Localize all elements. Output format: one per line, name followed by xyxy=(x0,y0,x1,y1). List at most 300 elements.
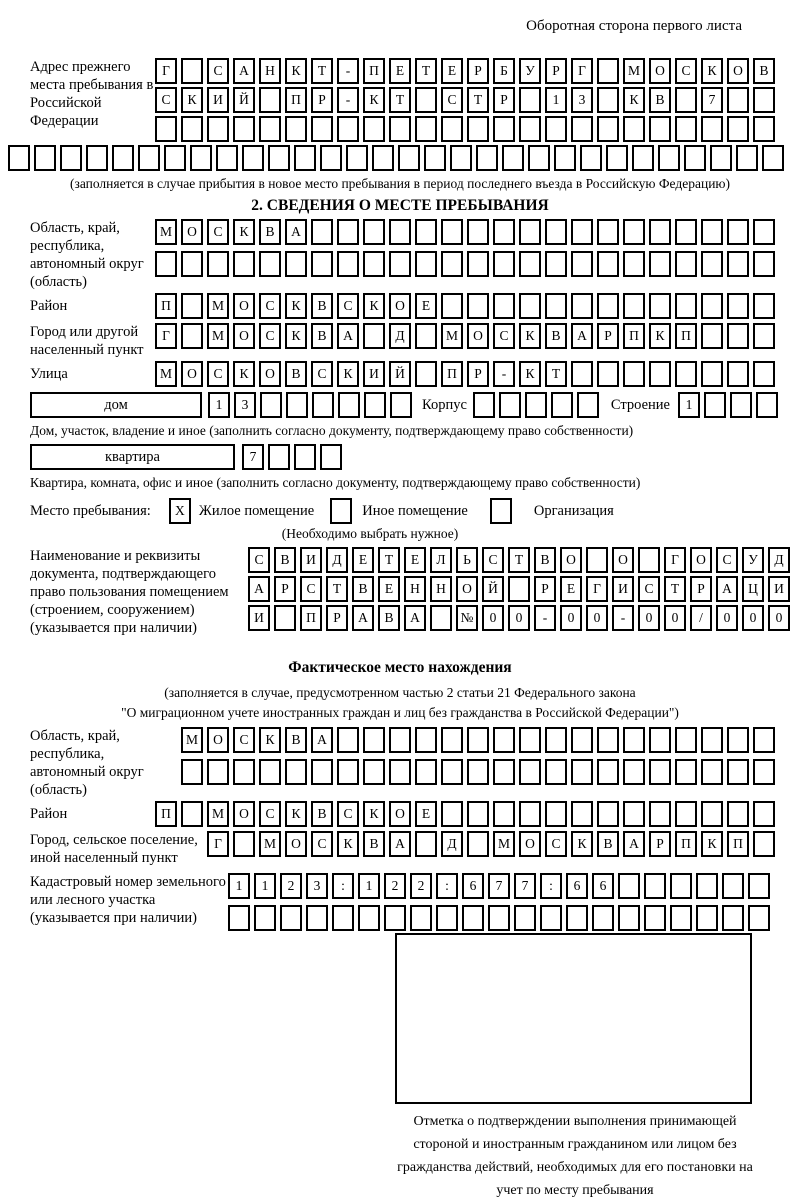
char-box: П xyxy=(300,605,322,631)
prev-address-label: Адрес прежнего места пребывания в Российской Федерации xyxy=(30,59,154,129)
char-box xyxy=(597,759,619,785)
char-box: Н xyxy=(430,576,452,602)
char-box xyxy=(415,116,437,142)
char-box xyxy=(762,145,784,171)
char-box xyxy=(60,145,82,171)
char-box xyxy=(441,759,463,785)
char-box xyxy=(389,116,411,142)
char-box xyxy=(519,116,541,142)
char-box xyxy=(727,87,749,113)
char-box xyxy=(493,251,515,277)
char-box: А xyxy=(248,576,270,602)
char-box: О xyxy=(649,58,671,84)
char-box: Т xyxy=(326,576,348,602)
char-box: О xyxy=(285,831,307,857)
char-box: 2 xyxy=(410,873,432,899)
stay-type-note: (Необходимо выбрать нужное) xyxy=(281,526,459,541)
char-box xyxy=(181,251,203,277)
char-box xyxy=(86,145,108,171)
char-box xyxy=(545,251,567,277)
char-box xyxy=(649,116,671,142)
char-box xyxy=(337,219,359,245)
char-box: С xyxy=(207,361,229,387)
char-box xyxy=(519,293,541,319)
char-box: Б xyxy=(493,58,515,84)
char-box: В xyxy=(597,831,619,857)
char-box: Р xyxy=(534,576,556,602)
char-box xyxy=(286,392,308,418)
stay-type-label: Место пребывания: xyxy=(30,503,151,519)
char-box xyxy=(389,251,411,277)
char-box xyxy=(675,116,697,142)
char-box: А xyxy=(404,605,426,631)
char-box xyxy=(753,116,775,142)
actual-location-caption-2: "О миграционном учете иностранных граждан и лиц без гражданства в Российской Федерации") xyxy=(121,705,679,720)
char-box: К xyxy=(519,323,541,349)
char-box xyxy=(462,905,484,931)
char-box xyxy=(332,905,354,931)
char-box: М xyxy=(207,323,229,349)
char-box: П xyxy=(155,293,177,319)
char-box: Е xyxy=(378,576,400,602)
char-box xyxy=(493,759,515,785)
char-box xyxy=(415,323,437,349)
char-box: М xyxy=(441,323,463,349)
char-box xyxy=(727,293,749,319)
char-box: Г xyxy=(155,323,177,349)
char-box xyxy=(233,831,255,857)
char-box xyxy=(727,801,749,827)
char-box xyxy=(260,392,282,418)
char-box: Р xyxy=(690,576,712,602)
apartment-box-label: квартира xyxy=(30,444,235,470)
char-box xyxy=(441,116,463,142)
char-box xyxy=(736,145,758,171)
char-box xyxy=(727,251,749,277)
char-box: К xyxy=(233,361,255,387)
char-box: О xyxy=(233,801,255,827)
char-box: С xyxy=(155,87,177,113)
actual-city-block xyxy=(30,831,790,867)
char-box xyxy=(519,801,541,827)
char-box xyxy=(294,145,316,171)
char-box: А xyxy=(623,831,645,857)
char-box xyxy=(389,727,411,753)
char-box xyxy=(722,873,744,899)
char-box xyxy=(701,361,723,387)
char-box: 1 xyxy=(254,873,276,899)
house-caption: Дом, участок, владение и иное (заполнить согласно документу, подтверждающему право собственности) xyxy=(30,423,634,438)
char-row xyxy=(228,873,770,899)
char-box: А xyxy=(311,727,333,753)
city-label: Город или другой населенный пункт xyxy=(30,324,144,358)
char-box: Р xyxy=(274,576,296,602)
char-box: М xyxy=(155,219,177,245)
char-box xyxy=(320,444,342,470)
char-box xyxy=(181,293,203,319)
char-box: 1 xyxy=(208,392,230,418)
char-box xyxy=(285,251,307,277)
char-box: Н xyxy=(259,58,281,84)
char-box xyxy=(436,905,458,931)
char-box: П xyxy=(623,323,645,349)
char-box xyxy=(320,145,342,171)
char-box: 3 xyxy=(571,87,593,113)
char-box: К xyxy=(363,801,385,827)
char-row xyxy=(155,251,775,277)
char-box xyxy=(701,323,723,349)
char-box: С xyxy=(482,547,504,573)
char-box xyxy=(450,145,472,171)
char-box xyxy=(727,116,749,142)
char-row xyxy=(181,727,775,753)
char-row xyxy=(155,801,775,827)
char-box: С xyxy=(248,547,270,573)
char-box xyxy=(701,727,723,753)
char-box xyxy=(190,145,212,171)
char-box xyxy=(233,759,255,785)
char-box xyxy=(441,251,463,277)
char-box: С xyxy=(207,58,229,84)
char-box xyxy=(415,251,437,277)
char-box: К xyxy=(649,323,671,349)
char-box xyxy=(112,145,134,171)
char-box: И xyxy=(612,576,634,602)
char-box xyxy=(441,293,463,319)
char-box xyxy=(181,323,203,349)
char-box: М xyxy=(259,831,281,857)
char-row xyxy=(248,576,790,602)
char-box: О xyxy=(560,547,582,573)
char-box: Т xyxy=(415,58,437,84)
char-box xyxy=(658,145,680,171)
char-box xyxy=(701,293,723,319)
char-box: Е xyxy=(560,576,582,602)
char-box xyxy=(207,116,229,142)
char-box xyxy=(389,219,411,245)
char-box: Д xyxy=(768,547,790,573)
char-box xyxy=(727,361,749,387)
char-box xyxy=(701,251,723,277)
char-box: Е xyxy=(389,58,411,84)
char-box: М xyxy=(207,801,229,827)
char-box: В xyxy=(311,293,333,319)
char-box xyxy=(649,801,671,827)
char-box: Й xyxy=(389,361,411,387)
char-box: Д xyxy=(326,547,348,573)
char-box xyxy=(398,145,420,171)
char-box xyxy=(476,145,498,171)
char-box: У xyxy=(742,547,764,573)
checkbox-organization xyxy=(490,498,512,524)
char-box xyxy=(710,145,732,171)
char-box: В xyxy=(534,547,556,573)
char-box xyxy=(259,116,281,142)
char-box: О xyxy=(181,361,203,387)
char-box xyxy=(701,219,723,245)
char-box: К xyxy=(259,727,281,753)
char-box xyxy=(701,759,723,785)
char-box xyxy=(632,145,654,171)
char-box xyxy=(138,145,160,171)
char-box xyxy=(675,801,697,827)
char-box xyxy=(259,87,281,113)
char-box xyxy=(363,251,385,277)
char-box xyxy=(644,873,666,899)
char-box: - xyxy=(337,87,359,113)
char-box xyxy=(207,251,229,277)
char-box: С xyxy=(545,831,567,857)
char-box: П xyxy=(727,831,749,857)
char-box: К xyxy=(285,323,307,349)
char-box xyxy=(519,87,541,113)
char-box xyxy=(389,759,411,785)
char-box: В xyxy=(274,547,296,573)
char-box: С xyxy=(675,58,697,84)
char-box: П xyxy=(675,831,697,857)
char-box: М xyxy=(181,727,203,753)
char-box: С xyxy=(311,831,333,857)
option-organization-label: Организация xyxy=(533,503,614,519)
char-box xyxy=(254,905,276,931)
char-box: О xyxy=(181,219,203,245)
char-box xyxy=(701,116,723,142)
char-box: М xyxy=(623,58,645,84)
char-box: П xyxy=(675,323,697,349)
char-box xyxy=(441,219,463,245)
char-box: Т xyxy=(378,547,400,573)
char-box: 0 xyxy=(560,605,582,631)
char-box xyxy=(623,293,645,319)
char-box xyxy=(722,905,744,931)
char-box xyxy=(623,251,645,277)
prev-address-block xyxy=(30,58,790,142)
char-box: К xyxy=(285,293,307,319)
char-row xyxy=(207,831,775,857)
char-box xyxy=(571,727,593,753)
char-box xyxy=(571,759,593,785)
char-row xyxy=(155,219,775,245)
char-box: 6 xyxy=(592,873,614,899)
char-box xyxy=(704,392,726,418)
char-box: О xyxy=(259,361,281,387)
char-box: К xyxy=(181,87,203,113)
section2-title: 2. СВЕДЕНИЯ О МЕСТЕ ПРЕБЫВАНИЯ xyxy=(251,197,549,214)
char-box xyxy=(467,801,489,827)
char-box: Г xyxy=(664,547,686,573)
char-box: С xyxy=(207,219,229,245)
char-box xyxy=(623,727,645,753)
char-box: К xyxy=(623,87,645,113)
char-box: В xyxy=(259,219,281,245)
char-box xyxy=(644,905,666,931)
char-box: А xyxy=(285,219,307,245)
char-box xyxy=(748,905,770,931)
char-box xyxy=(181,801,203,827)
char-box: К xyxy=(519,361,541,387)
char-box xyxy=(623,116,645,142)
char-box: Т xyxy=(508,547,530,573)
char-box: 6 xyxy=(566,873,588,899)
char-box: К xyxy=(701,831,723,857)
char-box: К xyxy=(285,58,307,84)
char-box xyxy=(730,392,752,418)
page-side-note: Оборотная сторона первого листа xyxy=(526,18,742,34)
char-box: Т xyxy=(664,576,686,602)
char-box: Т xyxy=(389,87,411,113)
char-box xyxy=(675,219,697,245)
char-box xyxy=(285,116,307,142)
char-box xyxy=(756,392,778,418)
char-box: - xyxy=(337,58,359,84)
char-box xyxy=(499,392,521,418)
char-box xyxy=(528,145,550,171)
char-box: И xyxy=(207,87,229,113)
char-box xyxy=(390,392,412,418)
char-box: А xyxy=(352,605,374,631)
char-box xyxy=(597,727,619,753)
char-box xyxy=(493,727,515,753)
char-box: В xyxy=(649,87,671,113)
char-box xyxy=(649,293,671,319)
char-box: К xyxy=(363,87,385,113)
stay-type-row xyxy=(30,498,790,524)
actual-district-block xyxy=(30,801,790,827)
char-box xyxy=(268,145,290,171)
char-box xyxy=(623,759,645,785)
char-box: С xyxy=(311,361,333,387)
char-box xyxy=(311,251,333,277)
char-box xyxy=(268,444,290,470)
char-box xyxy=(337,116,359,142)
char-box xyxy=(519,759,541,785)
char-box: : xyxy=(540,873,562,899)
char-box xyxy=(467,293,489,319)
char-box: 6 xyxy=(462,873,484,899)
char-row xyxy=(248,547,790,573)
char-box xyxy=(597,116,619,142)
char-box: Р xyxy=(649,831,671,857)
actual-region-block xyxy=(30,727,790,799)
char-box: 0 xyxy=(638,605,660,631)
checkbox-residential: X xyxy=(169,498,191,524)
char-box xyxy=(727,219,749,245)
char-box: К xyxy=(233,219,255,245)
char-box xyxy=(545,219,567,245)
char-box xyxy=(545,759,567,785)
char-box: - xyxy=(612,605,634,631)
option-residential-label: Жилое помещение xyxy=(198,503,315,519)
char-box xyxy=(571,219,593,245)
char-box xyxy=(571,251,593,277)
char-box xyxy=(519,727,541,753)
char-box: И xyxy=(300,547,322,573)
char-box xyxy=(280,905,302,931)
char-box: В xyxy=(378,605,400,631)
char-box xyxy=(675,759,697,785)
char-box xyxy=(597,251,619,277)
char-box: Д xyxy=(441,831,463,857)
char-box: К xyxy=(363,293,385,319)
char-box xyxy=(430,605,452,631)
char-row xyxy=(228,905,770,931)
char-box: П xyxy=(363,58,385,84)
char-box xyxy=(597,293,619,319)
char-box: С xyxy=(493,323,515,349)
char-box: О xyxy=(233,323,255,349)
char-box xyxy=(618,873,640,899)
char-box xyxy=(525,392,547,418)
char-box xyxy=(358,905,380,931)
stamp-box-caption: Отметка о подтверждении выполнения принимающей стороной и иностранным гражданином или лицом без гражданства действий, необходимых для его постановки на учет по месту пребывания xyxy=(397,1114,753,1198)
char-box xyxy=(415,87,437,113)
char-box xyxy=(312,392,334,418)
char-box: 0 xyxy=(508,605,530,631)
char-box: - xyxy=(534,605,556,631)
char-box xyxy=(207,759,229,785)
char-box: С xyxy=(259,801,281,827)
char-box xyxy=(384,905,406,931)
char-box xyxy=(508,576,530,602)
char-box xyxy=(274,605,296,631)
char-box: Р xyxy=(311,87,333,113)
char-box: И xyxy=(768,576,790,602)
char-box: В xyxy=(311,801,333,827)
char-box xyxy=(338,392,360,418)
char-box: С xyxy=(233,727,255,753)
char-box xyxy=(233,251,255,277)
char-box: Й xyxy=(233,87,255,113)
char-box xyxy=(8,145,30,171)
char-box: Т xyxy=(311,58,333,84)
char-box: 3 xyxy=(234,392,256,418)
char-box: М xyxy=(155,361,177,387)
char-box xyxy=(696,873,718,899)
street-label: Улица xyxy=(30,366,68,382)
char-box xyxy=(519,219,541,245)
char-box xyxy=(545,727,567,753)
city-block xyxy=(30,323,790,359)
char-box: О xyxy=(612,547,634,573)
char-box xyxy=(618,905,640,931)
char-box: В xyxy=(352,576,374,602)
char-box xyxy=(701,801,723,827)
char-box xyxy=(363,727,385,753)
char-box xyxy=(580,145,602,171)
char-box xyxy=(577,392,599,418)
char-box xyxy=(441,727,463,753)
char-row xyxy=(155,323,775,349)
char-box xyxy=(467,759,489,785)
char-box xyxy=(164,145,186,171)
char-box xyxy=(675,251,697,277)
char-box xyxy=(753,219,775,245)
char-box: 1 xyxy=(228,873,250,899)
char-box xyxy=(346,145,368,171)
char-box xyxy=(473,392,495,418)
char-box xyxy=(363,323,385,349)
apartment-row xyxy=(30,444,790,470)
char-box xyxy=(753,361,775,387)
char-box xyxy=(410,905,432,931)
char-box xyxy=(753,759,775,785)
char-box xyxy=(571,361,593,387)
char-box xyxy=(415,831,437,857)
char-box xyxy=(597,87,619,113)
street-block xyxy=(30,361,790,387)
char-box: П xyxy=(155,801,177,827)
char-box: В xyxy=(285,727,307,753)
